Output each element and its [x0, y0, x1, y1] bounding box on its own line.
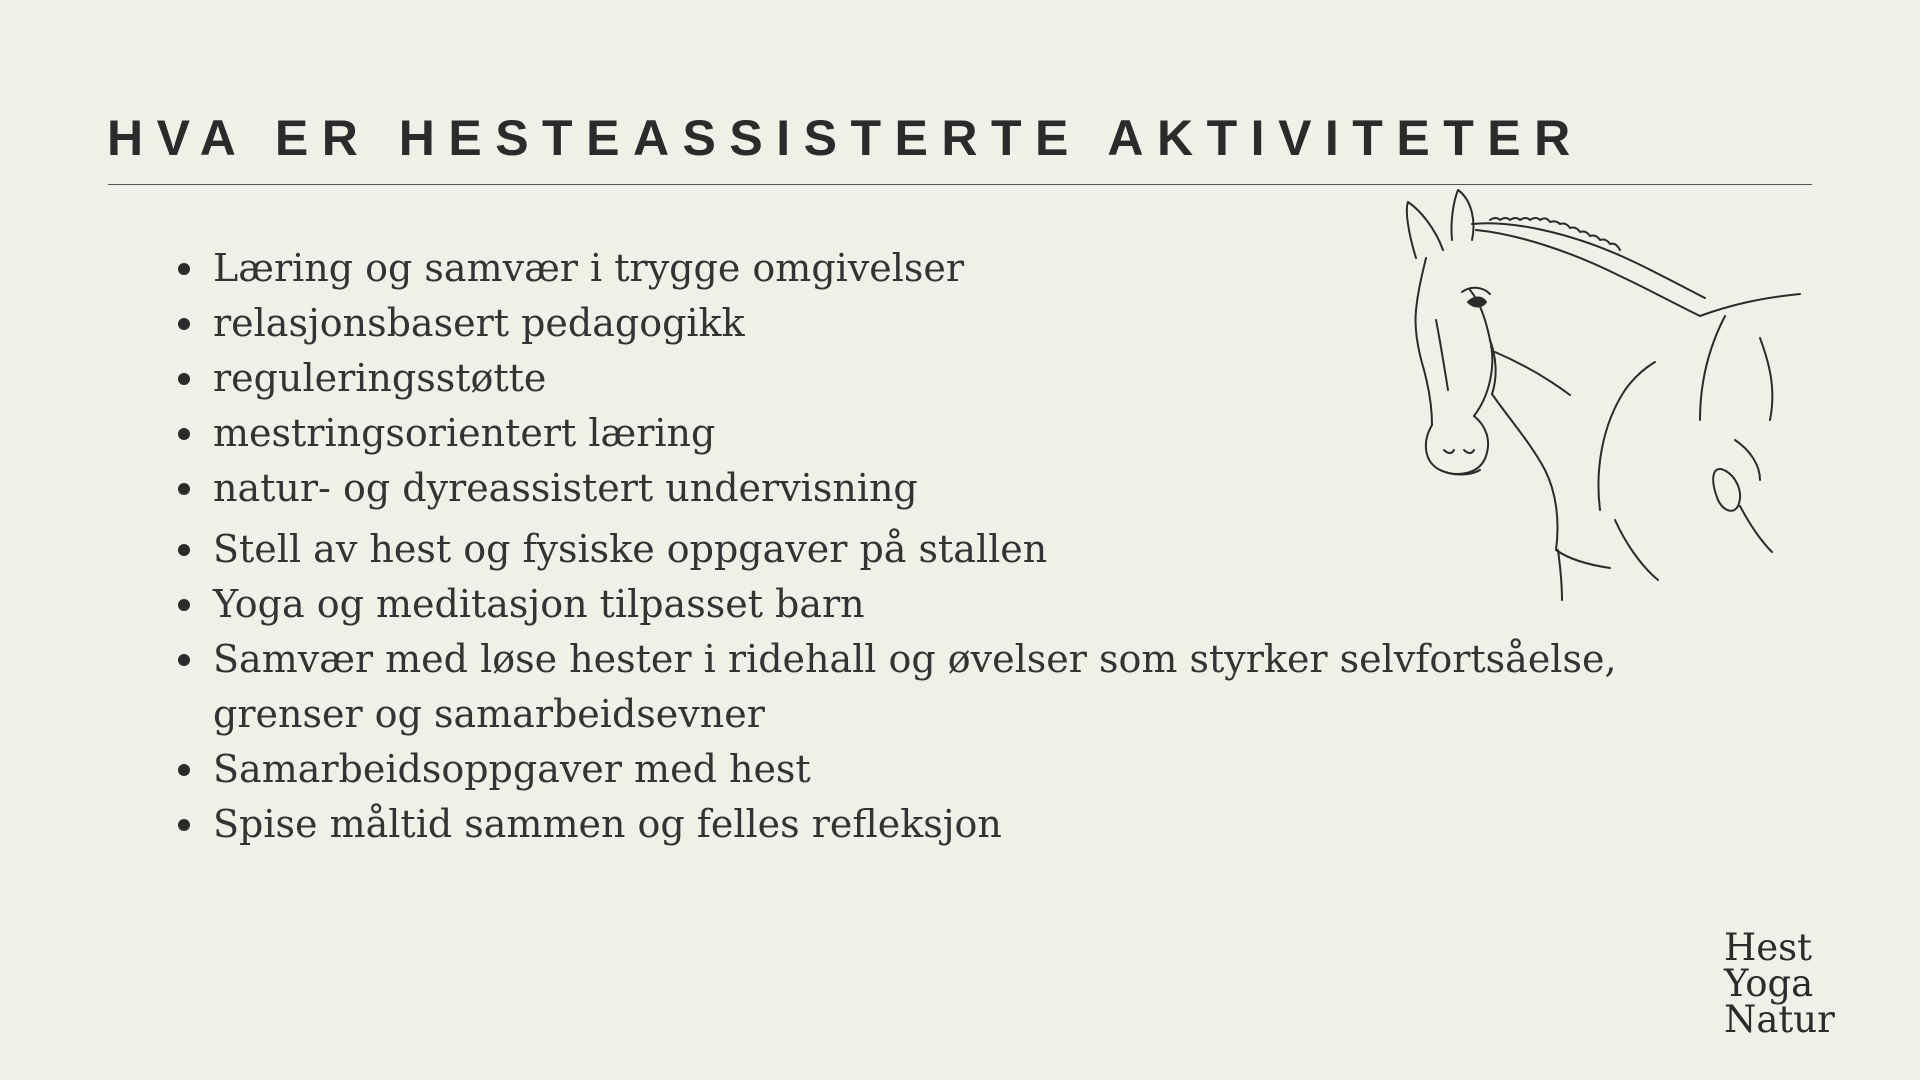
list-item: relasjonsbasert pedagogikk	[213, 296, 1733, 351]
list-item: Yoga og meditasjon tilpasset barn	[213, 577, 1733, 632]
brand-line-natur: Natur	[1724, 998, 1835, 1041]
list-item: Stell av hest og fysiske oppgaver på stallen	[213, 522, 1733, 577]
list-item: Spise måltid sammen og felles refleksjon	[213, 797, 1733, 852]
list-item: reguleringsstøtte	[213, 351, 1733, 406]
brand-line-yoga: Yoga	[1724, 962, 1814, 1005]
list-item: Læring og samvær i trygge omgivelser	[213, 241, 1733, 296]
brand-logo	[1724, 926, 1835, 1041]
list-item: Samvær med løse hester i ridehall og øvelser som styrker selvfortsåelse, grenser og samarbeidsevner	[213, 632, 1733, 742]
list-item: Samarbeidsoppgaver med hest	[213, 742, 1733, 797]
slide-title: HVA ER HESTEASSISTERTE AKTIVITETER	[107, 110, 1584, 166]
brand-line-hest: Hest	[1724, 926, 1813, 969]
list-item: natur- og dyreassistert undervisning	[213, 461, 1733, 516]
list-item: mestringsorientert læring	[213, 406, 1733, 461]
horse-illustration	[1340, 180, 1840, 630]
